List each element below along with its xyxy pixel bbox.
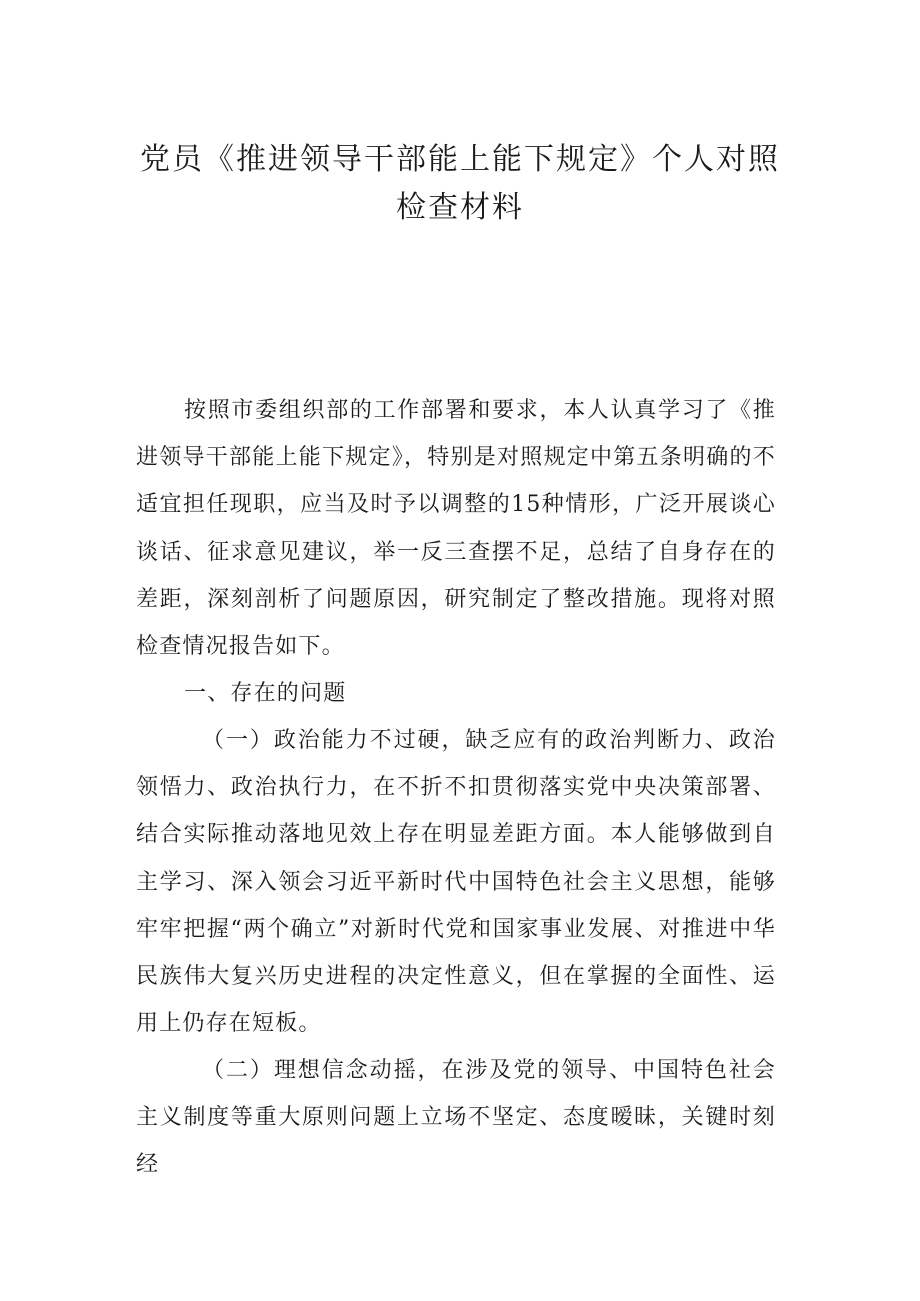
- document-title-line-1: 党员《推进领导干部能上能下规定》个人对照: [140, 142, 780, 177]
- problem-paragraph-1: （一）政治能力不过硬，缺乏应有的政治判断力、政治领悟力、政治执行力，在不折不扣贯彻落实党中央决策部署、结合实际推动落地见效上存在明显差距方面。本人能够做到自主学习、深入领会习近平新时代中国特色社会主义思想，能够牢牢把握“两个确立”对新时代党和国家事业发展、对推进中华民族伟大复兴历史进程的决定性意义，但在掌握的全面性、运用上仍存在短板。: [136, 728, 776, 1037]
- document-title-line-2: 检查材料: [396, 190, 524, 225]
- section-heading-problems: 一、存在的问题: [184, 681, 347, 706]
- intro-paragraph: 按照市委组织部的工作部署和要求，本人认真学习了《推进领导干部能上能下规定》，特别是对照规定中第五条明确的不适宜担任现职，应当及时予以调整的15种情形，广泛开展谈心谈话、征求意见建议，举一反三查摆不足，总结了自身存在的差距，深刻剖析了问题原因，研究制定了整改措施。现将对照检查情况报告如下。: [136, 398, 776, 660]
- problem-paragraph-2: （二）理想信念动摇，在涉及党的领导、中国特色社会主义制度等重大原则问题上立场不坚定、态度暧昧，关键时刻经: [136, 1058, 776, 1178]
